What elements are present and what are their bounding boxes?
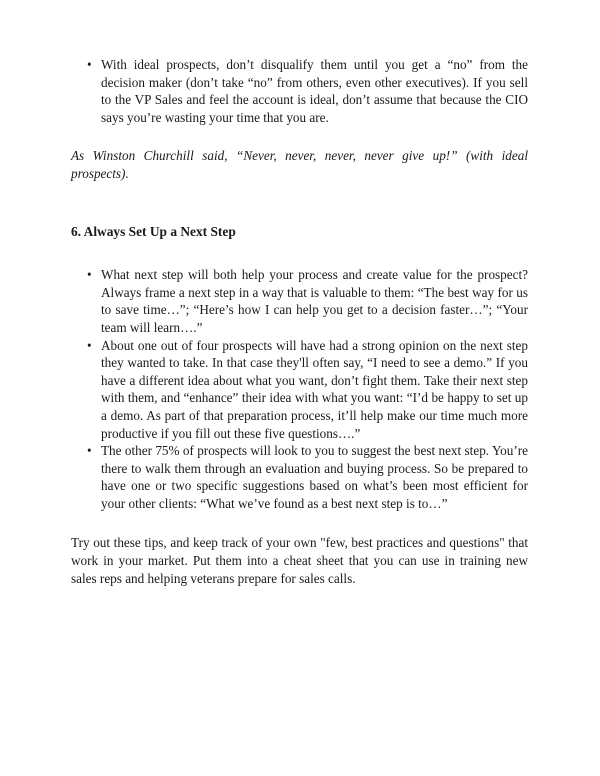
list-item	[71, 337, 528, 443]
bullet-point-icon: •	[87, 443, 92, 459]
list-item-text: What next step will both help your process and create value for the prospect? Always frame a next step in a way that is valuable to them: “The best way for us to save time…”; “Here’s how I can help you get to a decision faster…”; “Your team will learn….”	[101, 267, 528, 335]
closing-paragraph: Try out these tips, and keep track of your own "few, best practices and questions" that work in your market. Put them into a cheat sheet that you can use in training new sales reps and helping veterans prepare for sales calls.	[71, 535, 528, 586]
bullet-list-intro	[71, 56, 528, 126]
bullet-point-icon: •	[87, 267, 92, 283]
list-item-text: About one out of four prospects will have had a strong opinion on the next step they wanted to take. In that case they'll often say, “I need to see a demo.” If you have a different idea about what you want, don’t fight them. Take their next step with them, and “enhance” their idea with what you want: “I’d be happy to set up a demo. As part of that preparation process, it’ll help make our time much more productive if you fill out these five questions….”	[101, 337, 528, 441]
list-item-text: With ideal prospects, don’t disqualify them until you get a “no” from the decision maker (don’t take “no” from others, even other executives). If you sell to the VP Sales and feel the account is ideal, don’t assume that because the CIO says you’re wasting your time that you are.	[101, 57, 528, 125]
spacer	[71, 240, 528, 266]
bullet-point-icon: •	[87, 57, 92, 72]
list-item-text: The other 75% of prospects will look to you to suggest the best next step. You’re there to walk them through an evaluation and buying process. So be prepared to have one or two specific suggestions based on what’s been most efficient for your other clients: “What we’ve found as a best next step is to…”	[101, 443, 528, 511]
list-item	[71, 442, 528, 512]
section-heading: 6. Always Set Up a Next Step	[71, 223, 236, 239]
list-item	[71, 266, 528, 336]
list-item	[71, 56, 528, 126]
spacer	[71, 126, 528, 147]
bullet-point-icon: •	[87, 337, 92, 353]
churchill-quote-paragraph: As Winston Churchill said, “Never, never, never, never give up!” (with ideal prospects).	[71, 148, 528, 181]
spacer	[71, 183, 528, 223]
bullet-list-next-step	[71, 266, 528, 512]
spacer	[71, 512, 528, 534]
page-content	[71, 56, 528, 587]
